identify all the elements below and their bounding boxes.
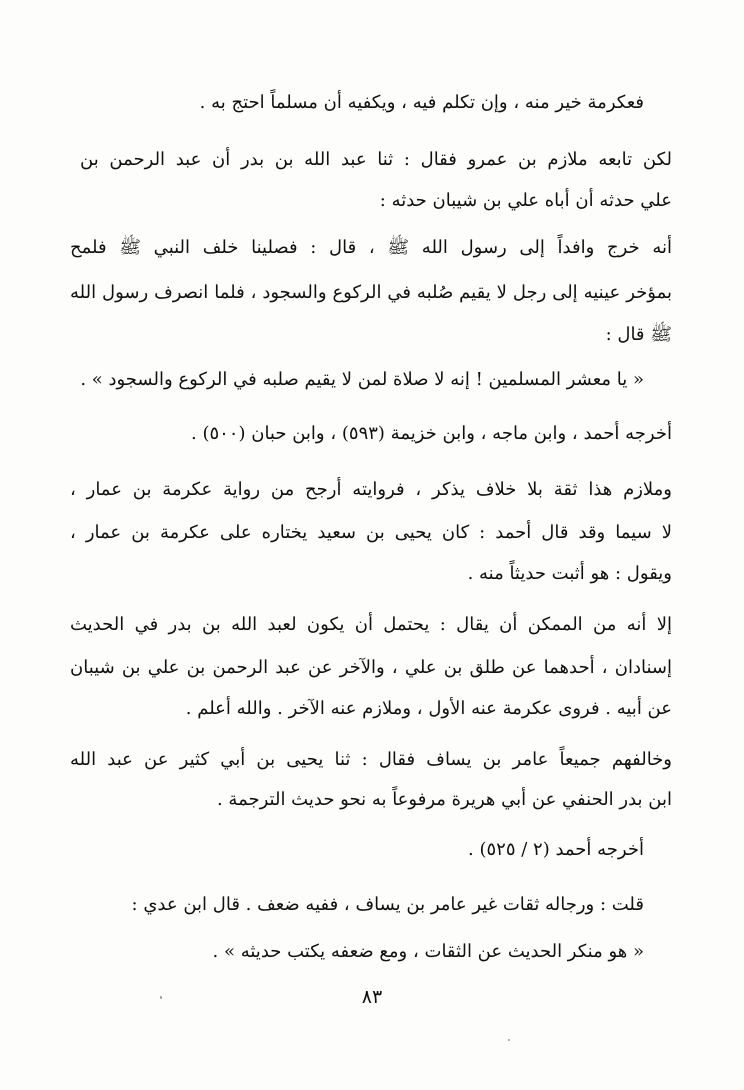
page-number: ٨٣ — [361, 986, 383, 1008]
text-line-13: عن أبيه . فروى عكرمة عنه الأول ، وملازم عنه الآخر . والله أعلم . — [185, 698, 672, 719]
text-line-1: فعكرمة خير منه ، وإن تكلم فيه ، ويكفيه أن مسلماً احتج به . — [199, 92, 644, 113]
scan-speck — [160, 996, 162, 999]
text-line-7: أخرجه أحمد ، وابن ماجه ، وابن خزيمة (٥٩٣) ، وابن حبان (٥٠٠) . — [191, 423, 672, 444]
text-line-12: إسنادان ، أحدهما عن طلق بن علي ، والآخر عن عبد الرحمن بن علي بن شيبان — [70, 657, 672, 678]
text-line-16: أخرجه أحمد (٢ / ٥٢٥) . — [468, 839, 644, 860]
scan-speck — [508, 1039, 510, 1041]
text-line-4: أنه خرج وافداً إلى رسول الله ﷺ ، قال : فصلينا خلف النبي ﷺ فلمح — [70, 237, 672, 258]
text-line-17: قلت : ورجاله ثقات غير عامر بن يساف ، ففيه ضعف . قال ابن عدي : — [131, 894, 644, 915]
text-line-5: بمؤخر عينيه إلى رجل لا يقيم صُلبه في الركوع والسجود ، فلما انصرف رسول الله — [70, 282, 672, 303]
text-line-2: لكن تابعه ملازم بن عمرو فقال : ثنا عبد الله بن بدر أن عبد الرحمن بن — [80, 149, 672, 170]
quote-line-2: « هو منكر الحديث عن الثقات ، ومع ضعفه يكتب حديثه » . — [212, 941, 644, 962]
text-line-3: علي حدثه أن أباه علي بن شيبان حدثه : — [379, 190, 672, 211]
text-line-10: ويقول : هو أثبت حديثاً منه . — [467, 563, 672, 584]
text-line-14: وخالفهم جميعاً عامر بن يساف فقال : ثنا يحيى بن أبي كثير عن عبد الله — [70, 749, 672, 770]
text-line-8: وملازم هذا ثقة بلا خلاف يذكر ، فروايته أرجح من رواية عكرمة بن عمار ، — [70, 479, 672, 500]
text-line-11: إلا أنه من الممكن أن يقال : يحتمل أن يكون لعبد الله بن بدر في الحديث — [70, 614, 672, 635]
text-line-15: ابن بدر الحنفي عن أبي هريرة مرفوعاً به نحو حديث الترجمة . — [216, 789, 672, 810]
quote-line-1: « يا معشر المسلمين ! إنه لا صلاة لمن لا يقيم صلبه في الركوع والسجود » . — [80, 369, 644, 390]
text-line-9: لا سيما وقد قال أحمد : كان يحيى بن سعيد يختاره على عكرمة بن عمار ، — [70, 522, 672, 543]
text-line-6: ﷺ قال : — [605, 324, 672, 345]
